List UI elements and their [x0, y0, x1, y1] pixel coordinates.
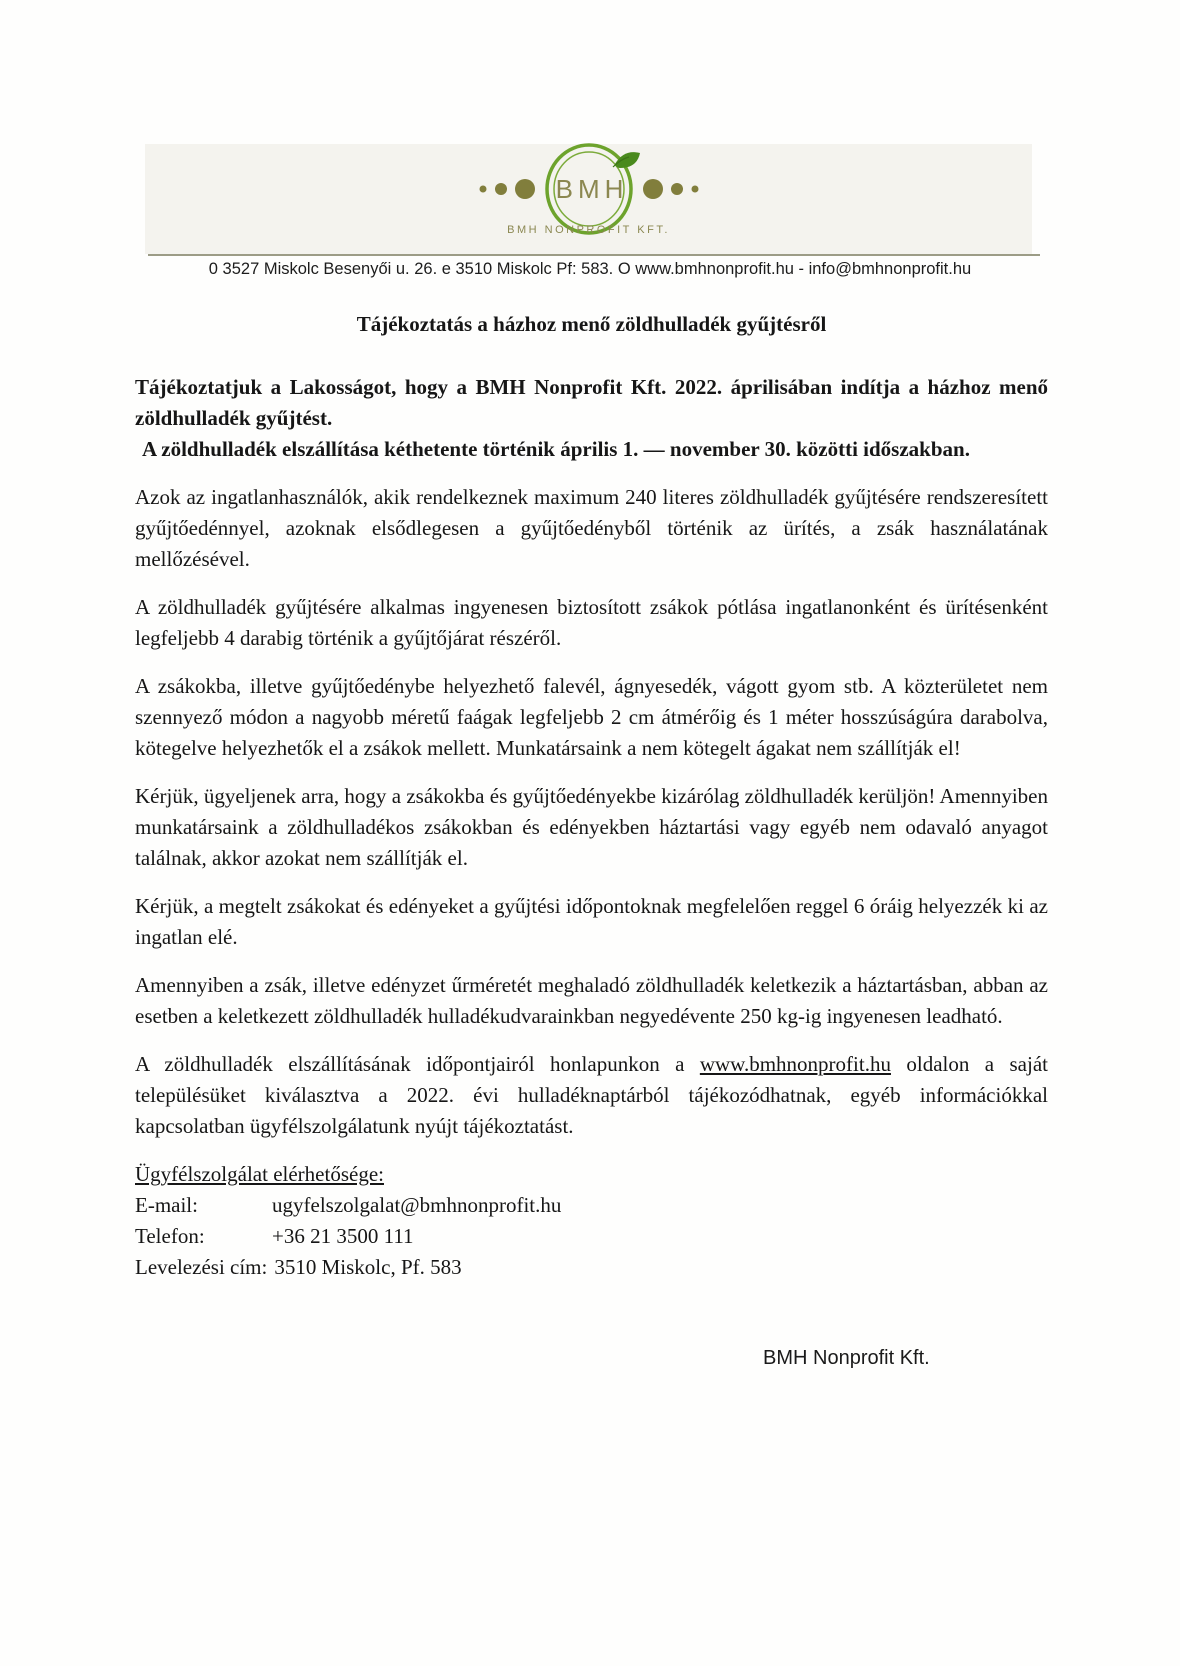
- logo-monogram: BMH: [555, 174, 628, 204]
- body-paragraph: Kérjük, a megtelt zsákokat és edényeket a gyűjtési időpontoknak megfelelően reggel 6 óráig helyezzék ki az ingatlan elé.: [135, 894, 1048, 949]
- contact-value: +36 21 3500 111: [272, 1224, 414, 1248]
- signature: BMH Nonprofit Kft.: [763, 1347, 930, 1369]
- page-title: Tájékoztatás a házhoz menő zöldhulladék gyűjtésről: [356, 312, 827, 336]
- contact-label: Telefon:: [135, 1224, 205, 1248]
- website-link: www.bmhnonprofit.hu: [699, 1052, 891, 1076]
- contact-value: 3510 Miskolc, Pf. 583: [274, 1255, 462, 1279]
- letterhead-address: 0 3527 Miskolc Besenyői u. 26. e 3510 Miskolc Pf: 583. O www.bmhnonprofit.hu - info@bmhnonprofit.hu: [208, 260, 972, 278]
- letterhead: [145, 144, 1032, 254]
- intro-paragraph: Tájékoztatjuk a Lakosságot, hogy a BMH Nonprofit Kft. 2022. áprilisában indítja a házhoz menő zöldhulladék gyűjtést.: [135, 375, 1048, 430]
- contact-row-phone: [135, 1221, 1048, 1252]
- contact-row-mailing-address: [135, 1252, 1048, 1283]
- link-paragraph-after: oldalon a saját településüket kiválasztva a 2022. évi hulladéknaptárból tájékozódhatnak, egyéb információkkal kapcsolatban ügyfélszolgálatunk nyújt tájékoztatást.: [135, 1052, 1048, 1138]
- contact-heading: Ügyfélszolgálat elérhetősége:: [135, 1162, 384, 1186]
- letter-body: [135, 308, 1048, 1374]
- link-paragraph-before: A zöldhulladék elszállításának időpontjairól honlapunkon a: [135, 1052, 700, 1076]
- intro-paragraph: A zöldhulladék elszállítása kéthetente történik április 1. — november 30. közötti időszakban.: [142, 437, 970, 461]
- bmh-logo: [469, 141, 709, 237]
- contact-row-email: [135, 1190, 1048, 1221]
- contact-value: ugyfelszolgalat@bmhnonprofit.hu: [272, 1193, 562, 1217]
- body-paragraph-with-link: [135, 1049, 1048, 1142]
- body-paragraph: Kérjük, ügyeljenek arra, hogy a zsákokba és gyűjtőedényekbe kizárólag zöldhulladék kerüljön! Amennyiben munkatársaink a zöldhulladékos zsákokban és edényekben háztartási vagy egyéb nem odavaló anyagot találnak, akkor azokat nem szállítják el.: [135, 784, 1048, 870]
- logo-dots-right: [643, 179, 699, 199]
- body-paragraph: A zsákokba, illetve gyűjtőedénybe helyezhető falevél, ágnyesedék, vágott gyom stb. A közterületet nem szennyező módon a nagyobb méretű faágak legfeljebb 2 cm átmérőig és 1 méter hosszúságúra darabolva, kötegelve helyezhetők el a zsákok mellett. Munkatársaink a nem kötegelt ágakat nem szállítják el!: [135, 674, 1048, 760]
- contact-label: E-mail:: [135, 1193, 198, 1217]
- logo-dots-left: [479, 179, 535, 199]
- body-paragraph: Amennyiben a zsák, illetve edényzet űrméretét meghaladó zöldhulladék keletkezik a háztartásban, abban az esetben a keletkezett zöldhulladék hulladékudvarainkban negyedévente 250 kg-ig ingyenesen leadható.: [135, 973, 1048, 1028]
- contact-label: Levelezési cím:: [135, 1255, 268, 1279]
- body-paragraph: A zöldhulladék gyűjtésére alkalmas ingyenesen biztosított zsákok pótlása ingatlanonként és ürítésenként legfeljebb 4 darabig történik a gyűjtőjárat részéről.: [135, 595, 1048, 650]
- logo-caption: BMH NONPROFIT KFT.: [507, 224, 670, 236]
- letterhead-divider: [148, 254, 1040, 256]
- body-paragraph: Azok az ingatlanhasználók, akik rendelkeznek maximum 240 literes zöldhulladék gyűjtésére rendszeresített gyűjtőedénnyel, azoknak elsődlegesen a gyűjtőedényből történik az ürítés, a zsák használatának mellőzésével.: [135, 485, 1048, 571]
